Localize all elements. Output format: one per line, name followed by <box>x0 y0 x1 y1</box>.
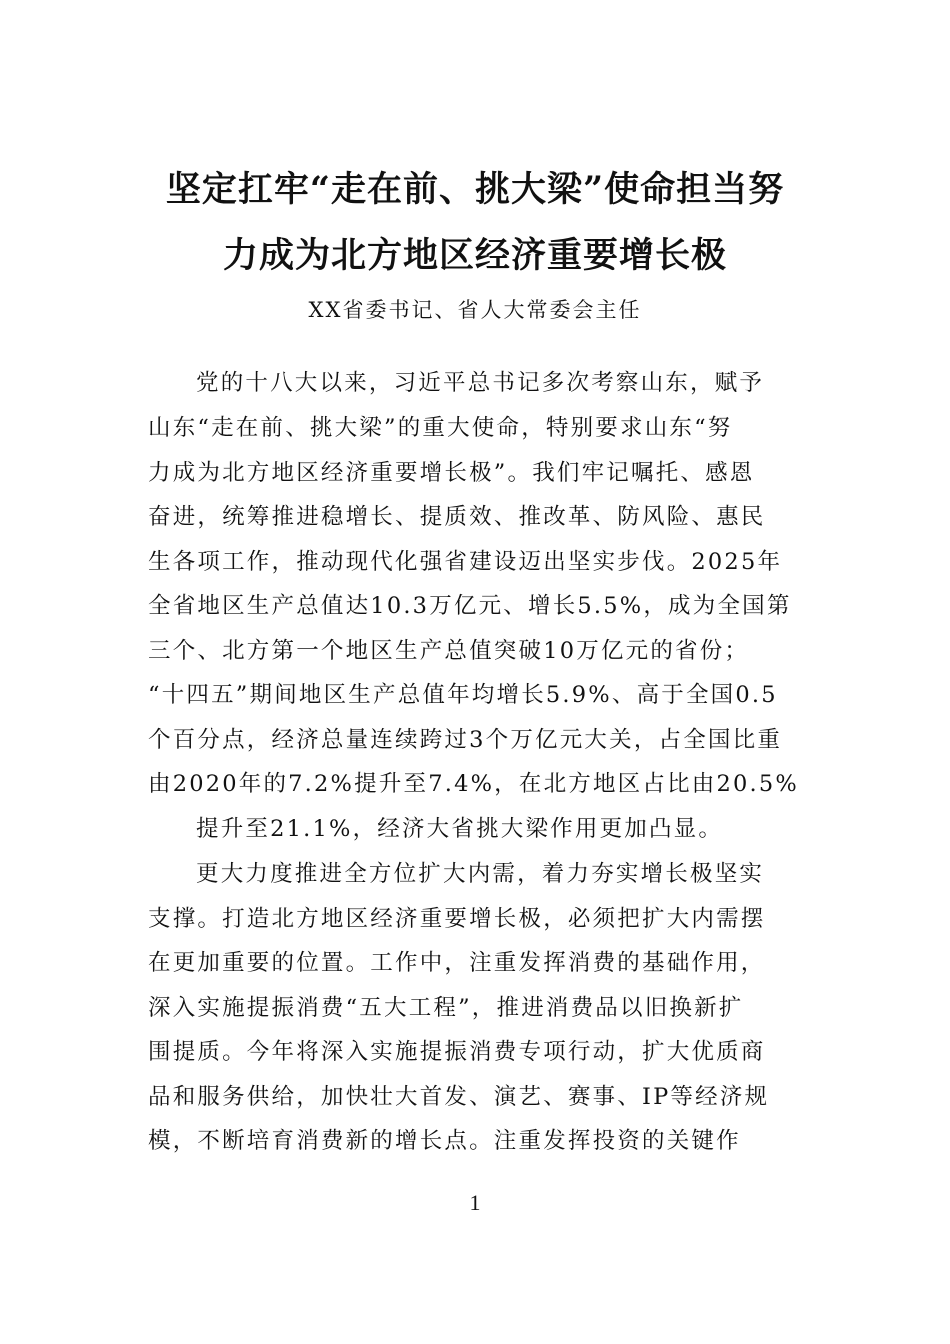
text-line: 围提质。今年将深入实施提振消费专项行动，扩大优质商 <box>148 1039 766 1065</box>
text-line: 力成为北方地区经济重要增长极”。我们牢记嘱托、感恩 <box>148 460 755 486</box>
text-line: 三个、北方第一个地区生产总值突破10万亿元的省份； <box>148 638 750 664</box>
text-line: 深入实施提振消费“五大工程”，推进消费品以旧换新扩 <box>148 995 744 1021</box>
text-line: 党的十八大以来，习近平总书记多次考察山东，赋予 <box>196 370 765 396</box>
text-line: “十四五”期间地区生产总值年均增长5.9%、高于全国0.5 <box>148 682 778 708</box>
text-line: 生各项工作，推动现代化强省建设迈出坚实步伐。2025年 <box>148 549 783 575</box>
page-number: 1 <box>469 1190 481 1215</box>
text-line: 山东“走在前、挑大梁”的重大使命，特别要求山东“努 <box>148 415 733 441</box>
document-title-line-1: 坚定扛牢“走在前、挑大梁”使命担当努 <box>165 169 785 210</box>
text-line: 更大力度推进全方位扩大内需，着力夯实增长极坚实 <box>196 861 765 887</box>
text-line: 品和服务供给，加快壮大首发、演艺、赛事、IP等经济规 <box>148 1084 770 1110</box>
author-byline: XX省委书记、省人大常委会主任 <box>308 298 642 322</box>
text-line: 模，不断培育消费新的增长点。注重发挥投资的关键作 <box>148 1128 741 1154</box>
text-line: 个百分点，经济总量连续跨过3个万亿元大关，占全国比重 <box>148 727 783 753</box>
text-line: 全省地区生产总值达10.3万亿元、增长5.5%，成为全国第 <box>148 593 792 619</box>
text-line: 支撑。打造北方地区经济重要增长极，必须把扩大内需摆 <box>148 906 766 932</box>
text-line: 在更加重要的位置。工作中，注重发挥消费的基础作用， <box>148 950 766 976</box>
text-line: 由2020年的7.2%提升至7.4%，在北方地区占比由20.5% <box>148 771 799 797</box>
text-line: 提升至21.1%，经济大省挑大梁作用更加凸显。 <box>196 816 724 842</box>
text-line: 奋进，统筹推进稳增长、提质效、推改革、防风险、惠民 <box>148 504 766 530</box>
document-title-line-2: 力成为北方地区经济重要增长极 <box>222 235 727 276</box>
